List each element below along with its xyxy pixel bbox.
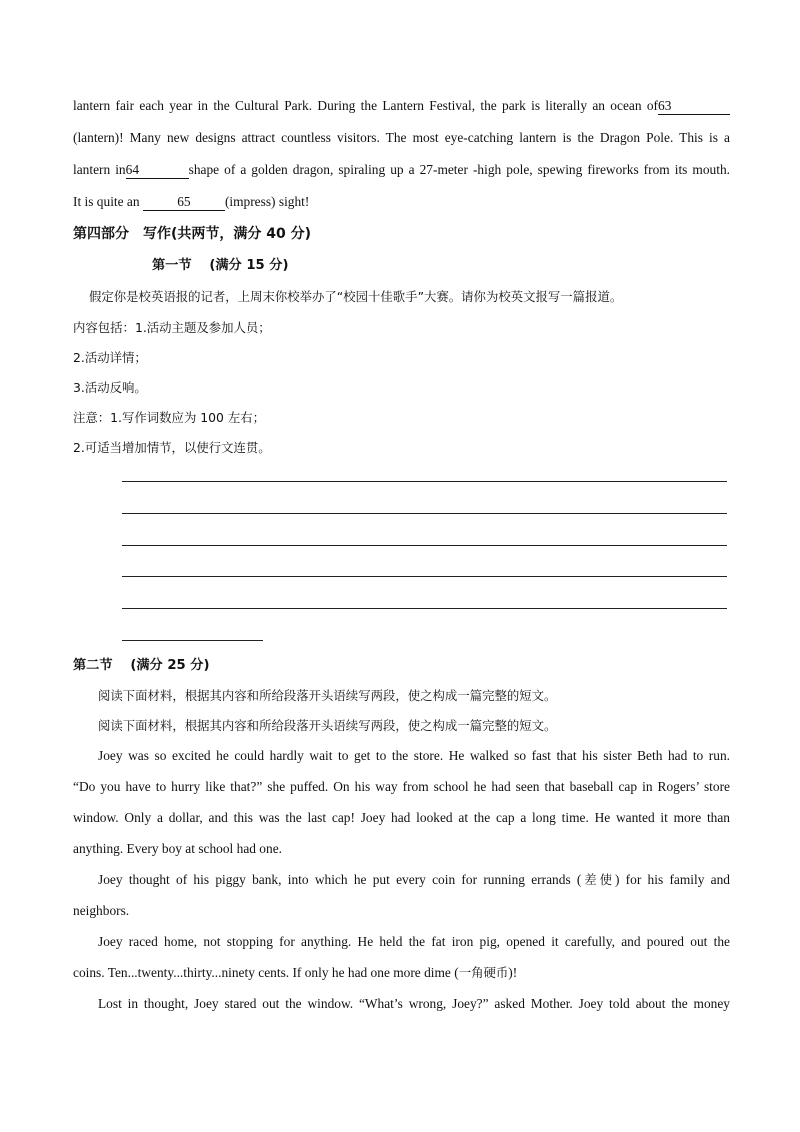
content-item-2: 2.活动详情； <box>73 350 147 365</box>
section2-instruction-1: 阅读下面材料，根据其内容和所给段落开头语续写两段，使之构成一篇完整的短文。 <box>98 688 557 703</box>
note-2: 2.可适当增加情节，以使行文连贯。 <box>73 440 271 455</box>
story-p2-line-2: neighbors. <box>73 903 130 918</box>
story-p1-line-3: window. Only a dollar, and this was the last cap! Joey had looked at the cap a long time. He wanted it more than <box>73 810 730 825</box>
passage-line-4: It is quite an 65 (impress) sight! <box>73 194 310 209</box>
part4-title: 第四部分 写作(共两节，满分 40 分) <box>73 226 312 242</box>
blank-64: 64 <box>126 162 189 179</box>
note-1: 注意：1.写作词数应为 100 左右； <box>73 410 266 425</box>
writing-line[interactable] <box>122 481 727 482</box>
passage-line-3: lantern in64 shape of a golden dragon, spiraling up a 27-meter -high pole, spewing fireworks from its mouth. <box>73 162 730 177</box>
story-p1-line-4: anything. Every boy at school had one. <box>73 841 282 856</box>
story-p3-line-2: coins. Ten...twenty...thirty...ninety cents. If only he had one more dime (一角硬币)! <box>73 965 518 980</box>
story-p1-line-2: “Do you have to hurry like that?” she puffed. On his way from school he had seen that baseball cap in Rogers’ store <box>73 779 730 794</box>
section1-title: 第一节 (满分 15 分) <box>152 258 289 273</box>
blank-63: 63 <box>658 98 730 115</box>
writing-line[interactable] <box>122 608 727 609</box>
writing-line[interactable] <box>122 513 727 514</box>
writing-line-short[interactable] <box>122 640 263 641</box>
section2-title: 第二节 (满分 25 分) <box>73 658 210 673</box>
content-item-3: 3.活动反响。 <box>73 380 147 395</box>
story-p2-line-1: Joey thought of his piggy bank, into which he put every coin for running errands (差使) for his family and <box>98 872 730 887</box>
content-label: 内容包括：1.活动主题及参加人员； <box>73 320 271 335</box>
section1-prompt: 假定你是校英语报的记者，上周末你校举办了“校园十佳歌手”大赛。请你为校英文报写一篇报道。 <box>89 289 623 304</box>
story-p3-line-1: Joey raced home, not stopping for anything. He held the fat iron pig, opened it carefully, and poured out the <box>98 934 730 949</box>
writing-line[interactable] <box>122 576 727 577</box>
passage-line-1: lantern fair each year in the Cultural Park. During the Lantern Festival, the park is literally an ocean of63 <box>73 96 730 116</box>
blank-65: 65 <box>143 194 225 211</box>
story-p4-line-1: Lost in thought, Joey stared out the window. “What’s wrong, Joey?” asked Mother. Joey told about the money <box>98 996 730 1011</box>
passage-line-2: (lantern)! Many new designs attract countless visitors. The most eye-catching lantern is the Dragon Pole. This is a <box>73 130 730 145</box>
section2-instruction-2: 阅读下面材料，根据其内容和所给段落开头语续写两段，使之构成一篇完整的短文。 <box>98 718 557 733</box>
writing-line[interactable] <box>122 545 727 546</box>
story-p1-line-1: Joey was so excited he could hardly wait to get to the store. He walked so fast that his sister Beth had to run. <box>98 748 730 763</box>
